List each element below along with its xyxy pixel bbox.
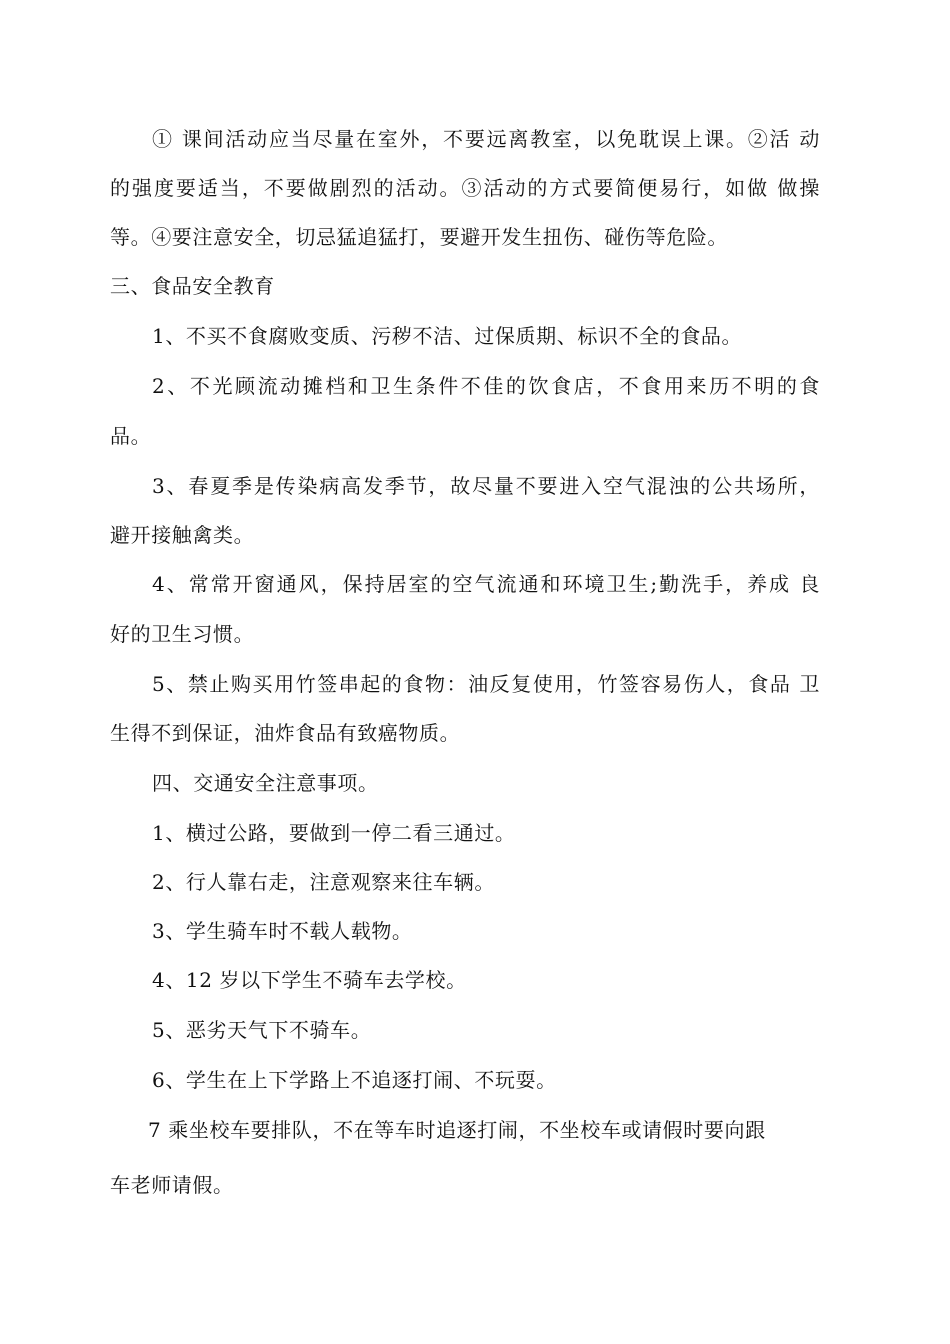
traffic-item-7-line-1: 7 乘坐校车要排队，不在等车时追逐打闹，不坐校车或请假时要向跟 [148,1118,766,1142]
food-item-5-line-2: 生得不到保证，油炸食品有致癌物质。 [110,721,461,745]
food-item-2-line-1: 2、不光顾流动摊档和卫生条件不佳的饮食店，不食用来历不明的食 [152,374,820,398]
food-item-5-line-1: 5、禁止购买用竹签串起的食物：油反复使用，竹签容易伤人，食品 卫 [152,672,820,696]
activities-paragraph-line-1: ① 课间活动应当尽量在室外，不要远离教室，以免耽误上课。②活 动 [152,127,820,151]
food-item-4-line-1: 4、常常开窗通风，保持居室的空气流通和环境卫生;勤洗手，养成 良 [152,572,820,596]
section-heading-food-safety: 三、食品安全教育 [110,274,275,298]
traffic-item-5: 5、恶劣天气下不骑车。 [152,1018,372,1042]
food-item-2-line-2: 品。 [110,424,152,448]
traffic-item-2: 2、行人靠右走，注意观察来往车辆。 [152,870,495,894]
traffic-item-6: 6、学生在上下学路上不追逐打闹、不玩耍。 [152,1068,557,1092]
traffic-item-3: 3、学生骑车时不载人载物。 [152,919,413,943]
activities-paragraph-line-3: 等。④要注意安全，切忌猛追猛打，要避开发生扭伤、碰伤等危险。 [110,225,728,249]
section-heading-traffic-safety: 四、交通安全注意事项。 [152,771,379,795]
traffic-item-4: 4、12 岁以下学生不骑车去学校。 [152,968,467,992]
food-item-4-line-2: 好的卫生习惯。 [110,622,255,646]
traffic-item-7-line-2: 车老师请假。 [110,1173,234,1197]
food-item-1: 1、不买不食腐败变质、污秽不洁、过保质期、标识不全的食品。 [152,324,743,348]
activities-paragraph-line-2: 的强度要适当，不要做剧烈的活动。③活动的方式要简便易行，如做 做操 [110,176,820,200]
traffic-item-1: 1、横过公路，要做到一停二看三通过。 [152,821,516,845]
food-item-3-line-2: 避开接触禽类。 [110,523,255,547]
food-item-3-line-1: 3、春夏季是传染病高发季节，故尽量不要进入空气混浊的公共场所， [152,474,820,498]
